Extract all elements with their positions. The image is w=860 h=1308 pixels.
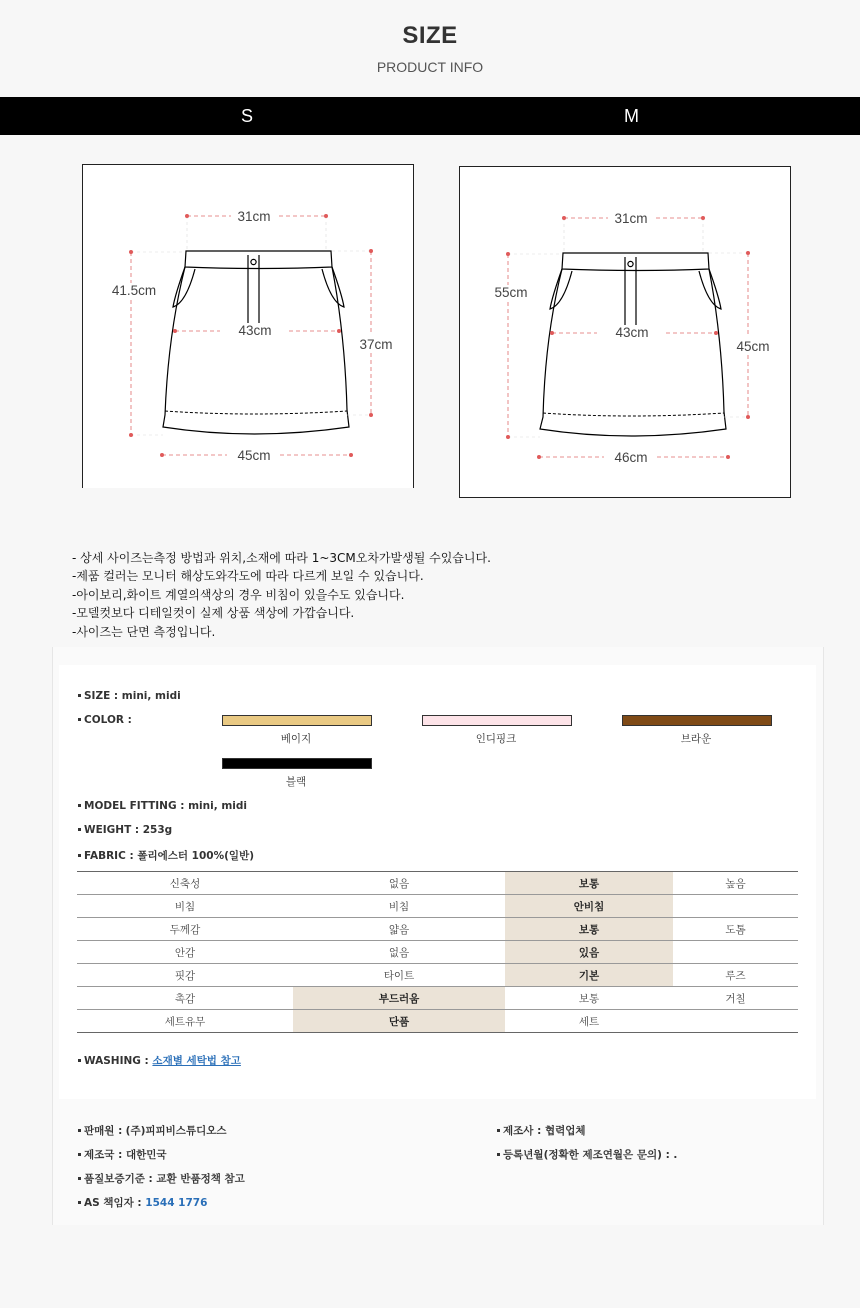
attribute-value: 보통 (505, 987, 673, 1010)
attribute-value: 부드러움 (293, 987, 505, 1010)
size-bar (0, 97, 860, 135)
length-measure-s: 41.5cm (111, 283, 157, 298)
table-row (77, 895, 798, 918)
attribute-value: 안비침 (505, 895, 673, 918)
as-info: AS 책임자 : 1544 1776 (78, 1195, 207, 1210)
color-name-beige: 베이지 (280, 733, 312, 745)
washing-info: WASHING : 소재별 세탁법 참고 (78, 1053, 241, 1068)
model-fitting-info: MODEL FITTING : mini, midi (78, 800, 247, 812)
table-row (77, 941, 798, 964)
attribute-value: 타이트 (293, 964, 505, 987)
attribute-value: 없음 (293, 941, 505, 964)
color-swatch-beige[interactable] (222, 715, 372, 726)
color-name-indipink: 인디핑크 (475, 733, 517, 745)
side-measure-s: 37cm (359, 337, 393, 352)
color-info: COLOR : (78, 714, 132, 726)
size-info: SIZE : mini, midi (78, 690, 181, 702)
color-swatch-brown[interactable] (622, 715, 772, 726)
attribute-name: 핏감 (77, 964, 293, 987)
hip-measure-m: 43cm (615, 325, 649, 340)
as-phone[interactable]: 1544 1776 (145, 1197, 208, 1209)
note-line: -사이즈는 단면 측정입니다. (72, 624, 216, 639)
attribute-value (673, 895, 798, 918)
maker-info: 제조사 : 협력업체 (497, 1123, 586, 1138)
attribute-value: 도톰 (673, 918, 798, 941)
attribute-value: 있음 (505, 941, 673, 964)
table-row (77, 964, 798, 987)
length-measure-m: 55cm (494, 285, 528, 300)
waist-measure-m: 31cm (614, 211, 648, 226)
color-swatch-indipink[interactable] (422, 715, 572, 726)
quality-info: 품질보증기준 : 교환 반품정책 참고 (78, 1171, 245, 1186)
fabric-info: FABRIC : 폴리에스터 100%(일반) (78, 848, 254, 863)
attribute-name: 촉감 (77, 987, 293, 1010)
attribute-value: 단품 (293, 1010, 505, 1033)
color-swatch-black[interactable] (222, 758, 372, 769)
attribute-value: 거칠 (673, 987, 798, 1010)
color-name-black: 블랙 (285, 776, 307, 788)
note-line: -아이보리,화이트 계열의색상의 경우 비침이 있을수도 있습니다. (72, 587, 405, 602)
table-row (77, 1010, 798, 1033)
table-row (77, 987, 798, 1010)
origin-info: 제조국 : 대한민국 (78, 1147, 167, 1162)
hem-measure-s: 45cm (237, 448, 271, 463)
page-title: SIZE (402, 22, 458, 49)
note-line: -모델컷보다 디테일컷이 실제 상품 색상에 가깝습니다. (72, 606, 355, 621)
page-subtitle: PRODUCT INFO (376, 59, 484, 75)
attribute-value: 비침 (293, 895, 505, 918)
attribute-value: 보통 (505, 918, 673, 941)
attribute-name: 안감 (77, 941, 293, 964)
attribute-value: 루즈 (673, 964, 798, 987)
registration-date-info: 등록년월(정확한 제조연월은 문의) : . (497, 1147, 677, 1162)
hip-measure-s: 43cm (238, 323, 272, 338)
washing-guide-link[interactable]: 소재별 세탁법 참고 (152, 1055, 241, 1067)
attribute-value: 없음 (293, 872, 505, 895)
attribute-value: 보통 (505, 872, 673, 895)
table-row (77, 872, 798, 895)
side-measure-m: 45cm (736, 339, 770, 354)
color-name-brown: 브라운 (680, 733, 712, 745)
attribute-name: 두께감 (77, 918, 293, 941)
note-line: -제품 컬러는 모니터 해상도와각도에 따라 다르게 보일 수 있습니다. (72, 569, 424, 584)
size-notes (72, 549, 491, 641)
size-label-m: M (624, 106, 639, 126)
hem-measure-m: 46cm (614, 450, 648, 465)
attribute-value: 기본 (505, 964, 673, 987)
attribute-value: 얇음 (293, 918, 505, 941)
table-row (77, 918, 798, 941)
attribute-name: 세트유무 (77, 1010, 293, 1033)
note-line: - 상세 사이즈는측정 방법과 위치,소재에 따라 1~3CM오차가발생될 수있습니다. (72, 551, 491, 565)
attribute-value: 세트 (505, 1010, 673, 1033)
size-label-s: S (241, 106, 254, 126)
attribute-table (77, 871, 798, 1033)
attribute-name: 신축성 (77, 872, 293, 895)
attribute-value (673, 1010, 798, 1033)
attribute-value (673, 941, 798, 964)
size-diagram-m (459, 166, 791, 498)
seller-info: 판매원 : (주)피피비스튜디오스 (78, 1123, 227, 1138)
attribute-name: 비침 (77, 895, 293, 918)
waist-measure-s: 31cm (237, 209, 271, 224)
weight-info: WEIGHT : 253g (78, 824, 172, 836)
size-diagram-s (82, 164, 414, 488)
attribute-value: 높음 (673, 872, 798, 895)
